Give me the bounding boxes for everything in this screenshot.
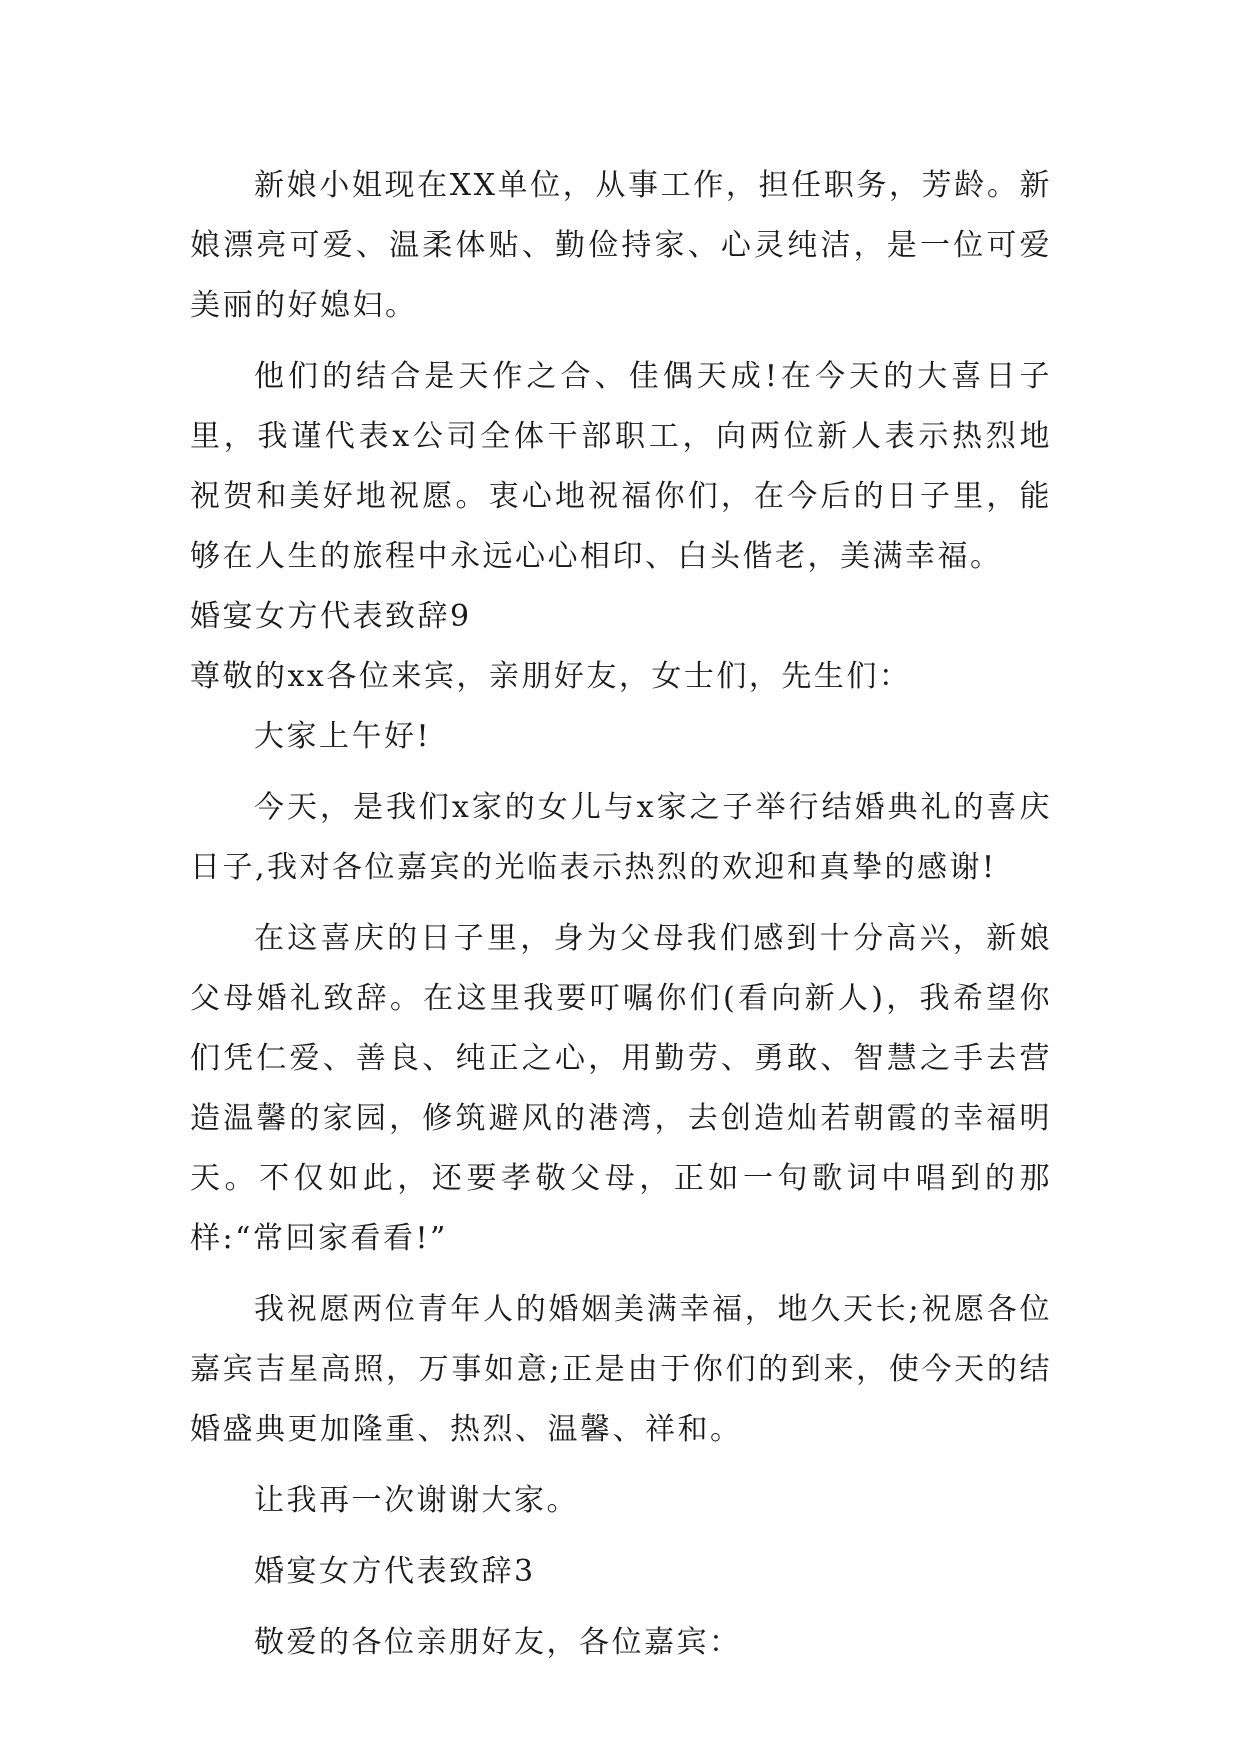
paragraph-welcome: 今天，是我们x家的女儿与x家之子举行结婚典礼的喜庆日子,我对各位嘉宾的光临表示热烈的欢迎和真挚的感谢!	[190, 790, 1052, 885]
paragraph-bride-intro: 新娘小姐现在XX单位，从事工作，担任职务，芳龄。新娘漂亮可爱、温柔体贴、勤俭持家、心灵纯洁，是一位可爱美丽的好媳妇。	[190, 168, 1052, 323]
section-heading-9: 婚宴女方代表致辞9	[190, 599, 472, 634]
paragraph-thanks: 让我再一次谢谢大家。	[254, 1483, 579, 1518]
salutation: 尊敬的xx各位来宾，亲朋好友，女士们，先生们：	[190, 659, 912, 694]
paragraph-wishes: 我祝愿两位青年人的婚姻美满幸福，地久天长;祝愿各位嘉宾吉星高照，万事如意;正是由于你们的到来，使今天的结婚盛典更加隆重、热烈、温馨、祥和。	[190, 1292, 1052, 1447]
paragraph-parents-advice: 在这喜庆的日子里，身为父母我们感到十分高兴，新娘父母婚礼致辞。在这里我要叮嘱你们(看向新人)，我希望你们凭仁爱、善良、纯正之心，用勤劳、勇敢、智慧之手去营造温馨的家园，修筑避风的港湾，去创造灿若朝霞的幸福明天。不仅如此，还要孝敬父母，正如一句歌词中唱到的那样:“常回家看看!”	[190, 921, 1052, 1256]
section-heading-3: 婚宴女方代表致辞3	[254, 1554, 536, 1589]
paragraph-greeting: 大家上午好!	[254, 719, 432, 754]
paragraph-blessing: 他们的结合是天作之合、佳偶天成!在今天的大喜日子里，我谨代表x公司全体干部职工，向两位新人表示热烈地祝贺和美好地祝愿。衷心地祝福你们，在今后的日子里，能够在人生的旅程中永远心心相印、白头偕老，美满幸福。	[190, 359, 1052, 574]
document-body	[190, 156, 1052, 1684]
salutation-2: 敬爱的各位亲朋好友，各位嘉宾：	[254, 1625, 742, 1660]
